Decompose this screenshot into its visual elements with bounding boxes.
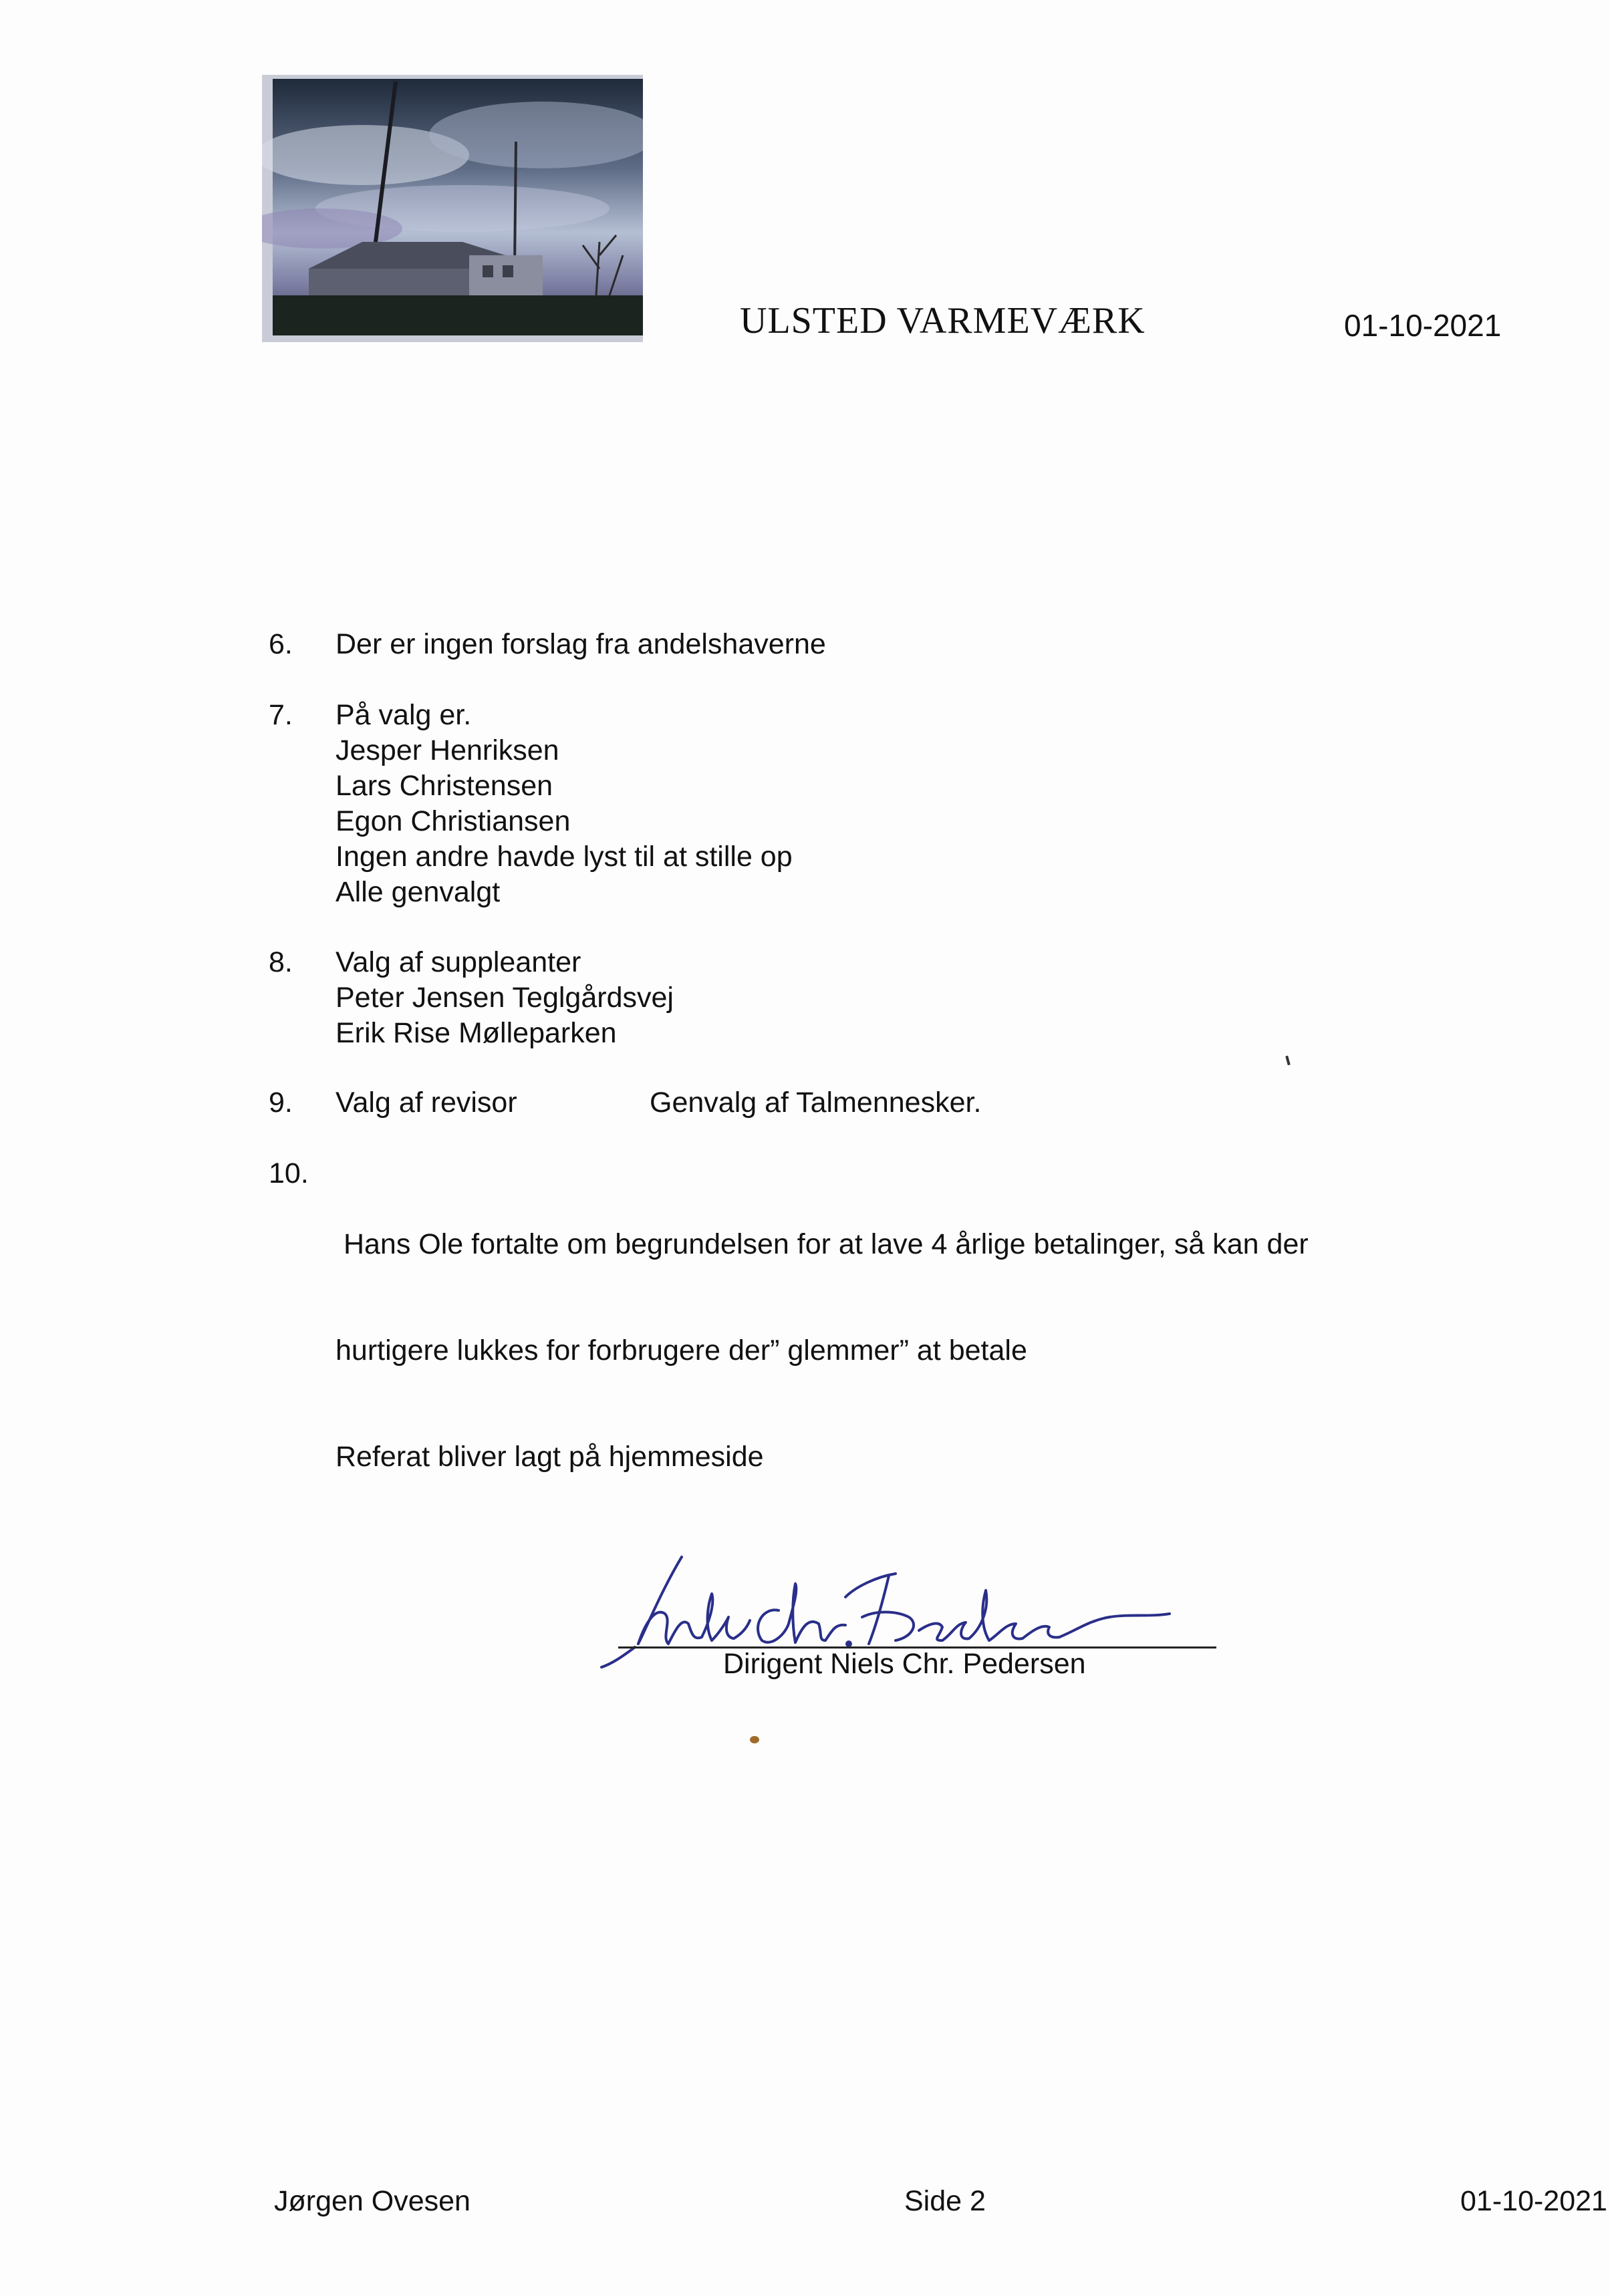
item-line: hurtigere lukkes for forbrugere der” glemmer” at betale	[336, 1334, 1027, 1367]
item-text-block	[336, 1085, 982, 1121]
item-label: Valg af revisor	[336, 1087, 517, 1119]
item-line: Valg af suppleanter	[336, 946, 581, 978]
scan-speck	[750, 1736, 759, 1743]
item-line: Jesper Henriksen	[336, 734, 559, 766]
item-line: Peter Jensen Teglgårdsvej	[336, 982, 674, 1014]
item-text-block	[336, 945, 674, 1051]
item-line: Alle genvalgt	[336, 876, 501, 908]
header-photo	[262, 75, 643, 342]
company-name: ULSTED VARMEVÆRK	[740, 300, 1146, 341]
footer-author: Jørgen Ovesen	[274, 2185, 471, 2217]
item-line: Hans Ole fortalte om begrundelsen for at lave 4 årlige betalinger, så kan der	[336, 1228, 1309, 1260]
item-line: Lars Christensen	[336, 770, 553, 802]
item-number: 10.	[269, 1157, 309, 1189]
item-decision: Genvalg af Talmennesker.	[650, 1087, 982, 1119]
item-line: Ingen andre havde lyst til at stille op	[336, 841, 793, 873]
item-line: På valg er.	[336, 699, 472, 731]
scan-speck	[1285, 1056, 1290, 1066]
footer-date: 01-10-2021	[1460, 2185, 1607, 2217]
header-date: 01-10-2021	[1344, 308, 1502, 343]
footer-page-number: Side 2	[904, 2185, 986, 2217]
item-number: 9.	[269, 1087, 293, 1119]
item-text-block	[336, 1156, 1309, 1546]
item-line: Erik Rise Mølleparken	[336, 1017, 617, 1049]
item-text-block	[336, 698, 793, 910]
signature-caption: Dirigent Niels Chr. Pedersen	[723, 1648, 1086, 1680]
item-line: Egon Christiansen	[336, 805, 571, 837]
item-text: Der er ingen forslag fra andelshaverne	[336, 628, 826, 660]
item-number: 6.	[269, 628, 293, 660]
item-line: Referat bliver lagt på hjemmeside	[336, 1441, 764, 1473]
item-number: 7.	[269, 699, 293, 731]
item-number: 8.	[269, 946, 293, 978]
